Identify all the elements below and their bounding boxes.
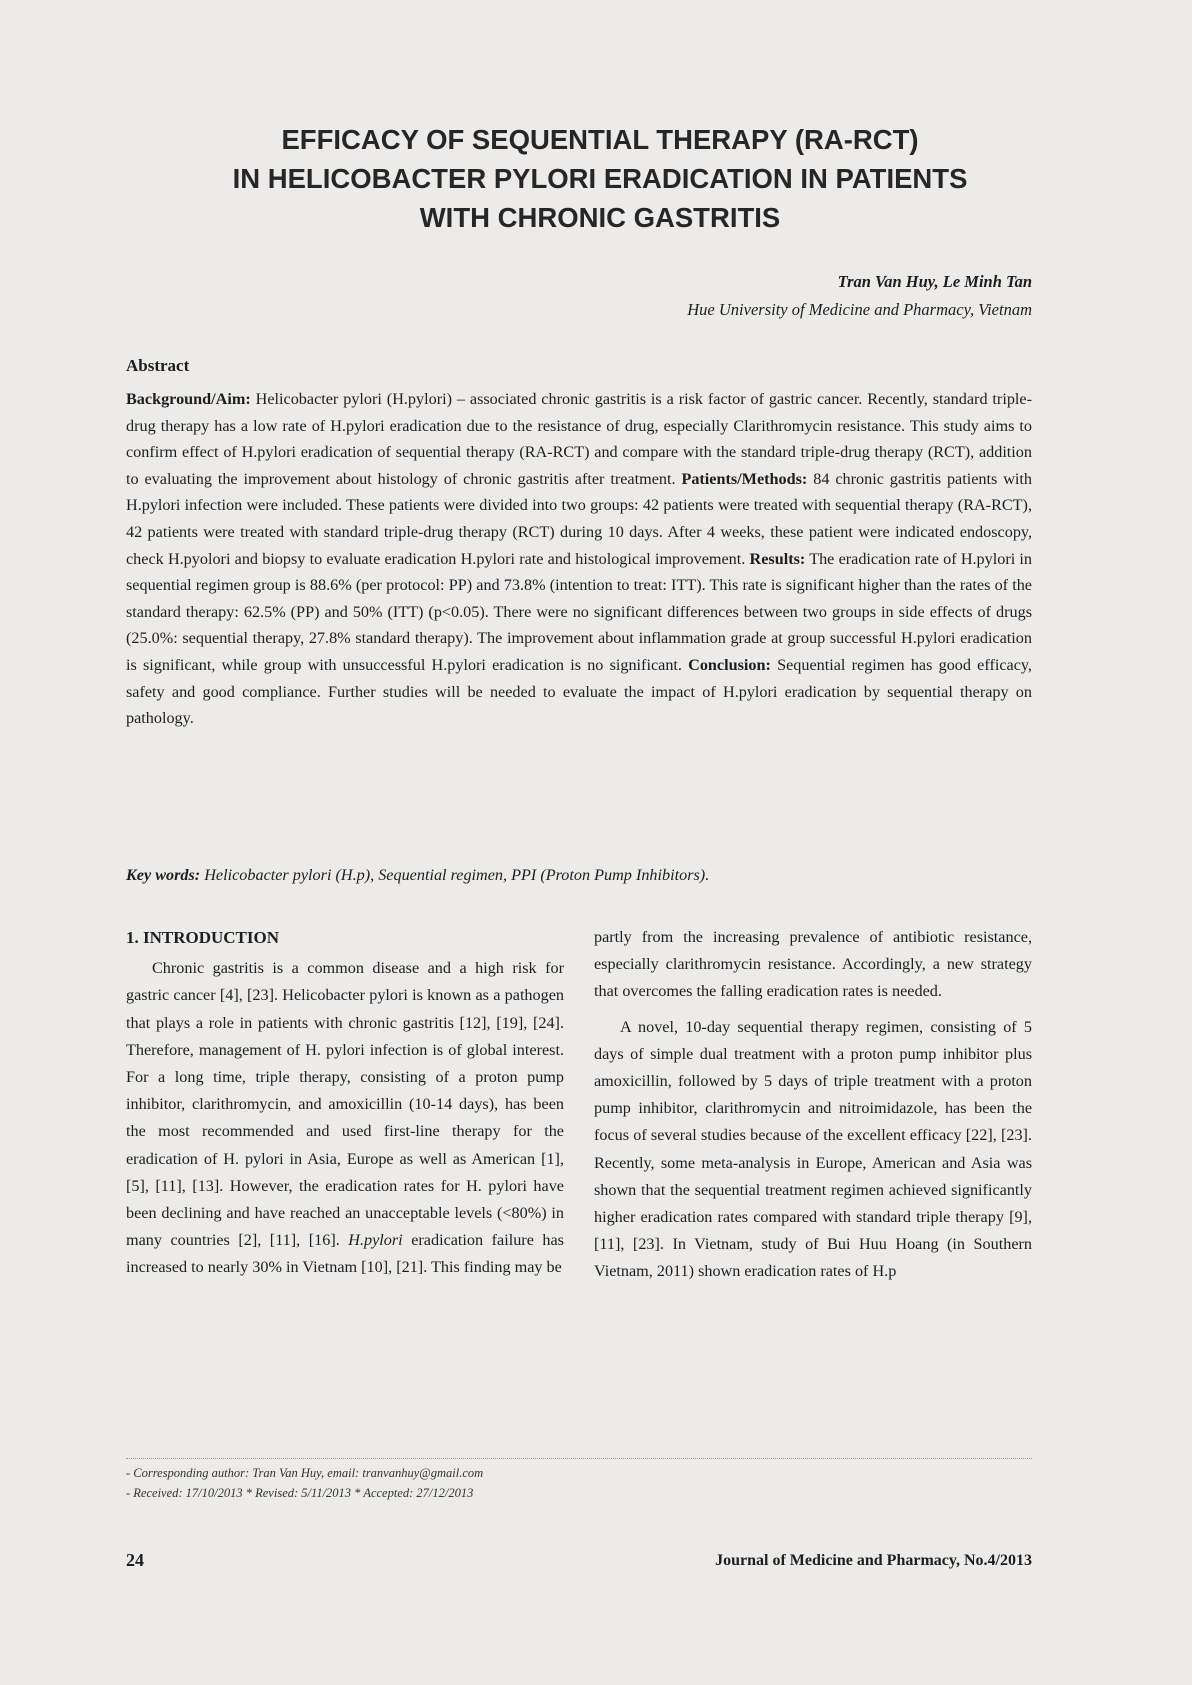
journal-name: Journal of Medicine and Pharmacy, No.4/2013	[715, 1552, 1032, 1569]
keywords-text: Helicobacter pylori (H.p), Sequential regimen, PPI (Proton Pump Inhibitors).	[200, 866, 710, 884]
footnote-dates: - Received: 17/10/2013 * Revised: 5/11/2013 * Accepted: 27/12/2013	[126, 1486, 474, 1500]
left-column	[126, 924, 564, 1282]
keywords	[126, 866, 1032, 885]
title-line-1: EFFICACY OF SEQUENTIAL THERAPY (RA-RCT)	[281, 124, 919, 155]
paper-title	[60, 120, 1140, 237]
intro-p1-italic: H.pylori	[348, 1231, 403, 1250]
intro-paragraph-1-continued: partly from the increasing prevalence of antibiotic resistance, especially clarithromycin resistance. Accordingly, a new strategy that overcomes the falling eradication rates is needed.	[594, 928, 1032, 1001]
methods-text: 84 chronic gastritis patients with H.pylori infection were included. These patients were divided into two groups: 42 patients were treated with sequential therapy (RA-RCT), 42 patients were treated with standard triple-drug therapy (RCT) during 10 days. After 4 weeks, these patient were indicated endoscopy, check H.pyolori and biopsy to evaluate eradication H.pylori rate and histological improvement.	[126, 469, 1032, 568]
authors: Tran Van Huy, Le Minh Tan	[837, 272, 1032, 291]
conclusion-label: Conclusion:	[688, 655, 771, 674]
abstract-body	[126, 386, 1032, 732]
keywords-label: Key words:	[126, 866, 201, 884]
intro-paragraph-2: A novel, 10-day sequential therapy regimen, consisting of 5 days of simple dual treatment with a proton pump inhibitor plus amoxicillin, followed by 5 days of triple treatment with a proton pump inhibitor, clarithromycin and nitroimidazole, has been the focus of several studies because of the excellent efficacy [22], [23]. Recently, some meta-analysis in Europe, American and Asia was shown that the sequential treatment regimen achieved significantly higher eradication rates compared with standard triple therapy [9], [11], [23]. In Vietnam, study of Bui Huu Hoang (in Southern Vietnam, 2011) shown eradication rates of H.p	[594, 1017, 1032, 1281]
background-label: Background/Aim:	[126, 390, 251, 408]
affiliation: Hue University of Medicine and Pharmacy, Vietnam	[687, 300, 1032, 319]
conclusion-text: Sequential regimen has good efficacy, safety and good compliance. Further studies will be needed to evaluate the impact of H.pylori eradication by sequential therapy on pathology.	[126, 655, 1032, 728]
title-line-2: IN HELICOBACTER PYLORI ERADICATION IN PATIENTS	[232, 163, 968, 194]
intro-p1-text-2: eradication failure has increased to nearly 30% in Vietnam [10], [21]. This finding may be	[126, 1231, 564, 1277]
footnote-corresponding-author: - Corresponding author: Tran Van Huy, email: tranvanhuy@gmail.com	[126, 1466, 484, 1480]
abstract-paragraph	[126, 386, 1032, 732]
section-heading-introduction: 1. INTRODUCTION	[126, 928, 280, 947]
results-label: Results:	[749, 549, 806, 568]
footnotes	[126, 1458, 1032, 1503]
results-text: The eradication rate of H.pylori in sequential regimen group is 88.6% (per protocol: PP) and 73.8% (intention to treat: ITT). This rate is significant higher than the rates of the standard therapy: 62.5% (PP) and 50% (ITT) (p<0.05). There were no significant differences between two groups in side effects of drugs (25.0%: sequential therapy, 27.8% standard therapy). The improvement about inflammation grade at group successful H.pylori eradication is significant, while group with unsuccessful H.pylori eradication is no significant.	[126, 549, 1033, 674]
intro-p1-text: Chronic gastritis is a common disease and a high risk for gastric cancer [4], [23]. Helicobacter pylori is known as a pathogen that plays a role in patients with chronic gastritis [12], [19], [24]. Therefore, management of H. pylori infection is of global interest. For a long time, triple therapy, consisting of a proton pump inhibitor, clarithromycin, and amoxicillin (10-14 days), has been the most recommended and used first-line therapy for the eradication of H. pylori in Asia, Europe as well as American [1], [5], [11], [13]. However, the eradication rates for H. pylori have been declining and have reached an unacceptable levels (<80%) in many countries [2], [11], [16].	[126, 959, 564, 1250]
methods-label: Patients/Methods:	[681, 469, 808, 488]
right-column	[594, 924, 1032, 1286]
page-number: 24	[126, 1550, 144, 1570]
title-line-3: WITH CHRONIC GASTRITIS	[419, 202, 781, 233]
background-text: Helicobacter pylori (H.pylori) – associated chronic gastritis is a risk factor of gastric cancer. Recently, standard triple-drug therapy has a low rate of H.pylori eradication due to the resistance of drug, especially Clarithromycin resistance. This study aims to confirm effect of H.pylori eradication of sequential therapy (RA-RCT) and compare with the standard triple-drug therapy (RCT), addition to evaluating the improvement about histology of chronic gastritis after treatment.	[126, 390, 1032, 488]
intro-paragraph-1	[126, 955, 564, 1281]
abstract-heading: Abstract	[126, 356, 190, 375]
